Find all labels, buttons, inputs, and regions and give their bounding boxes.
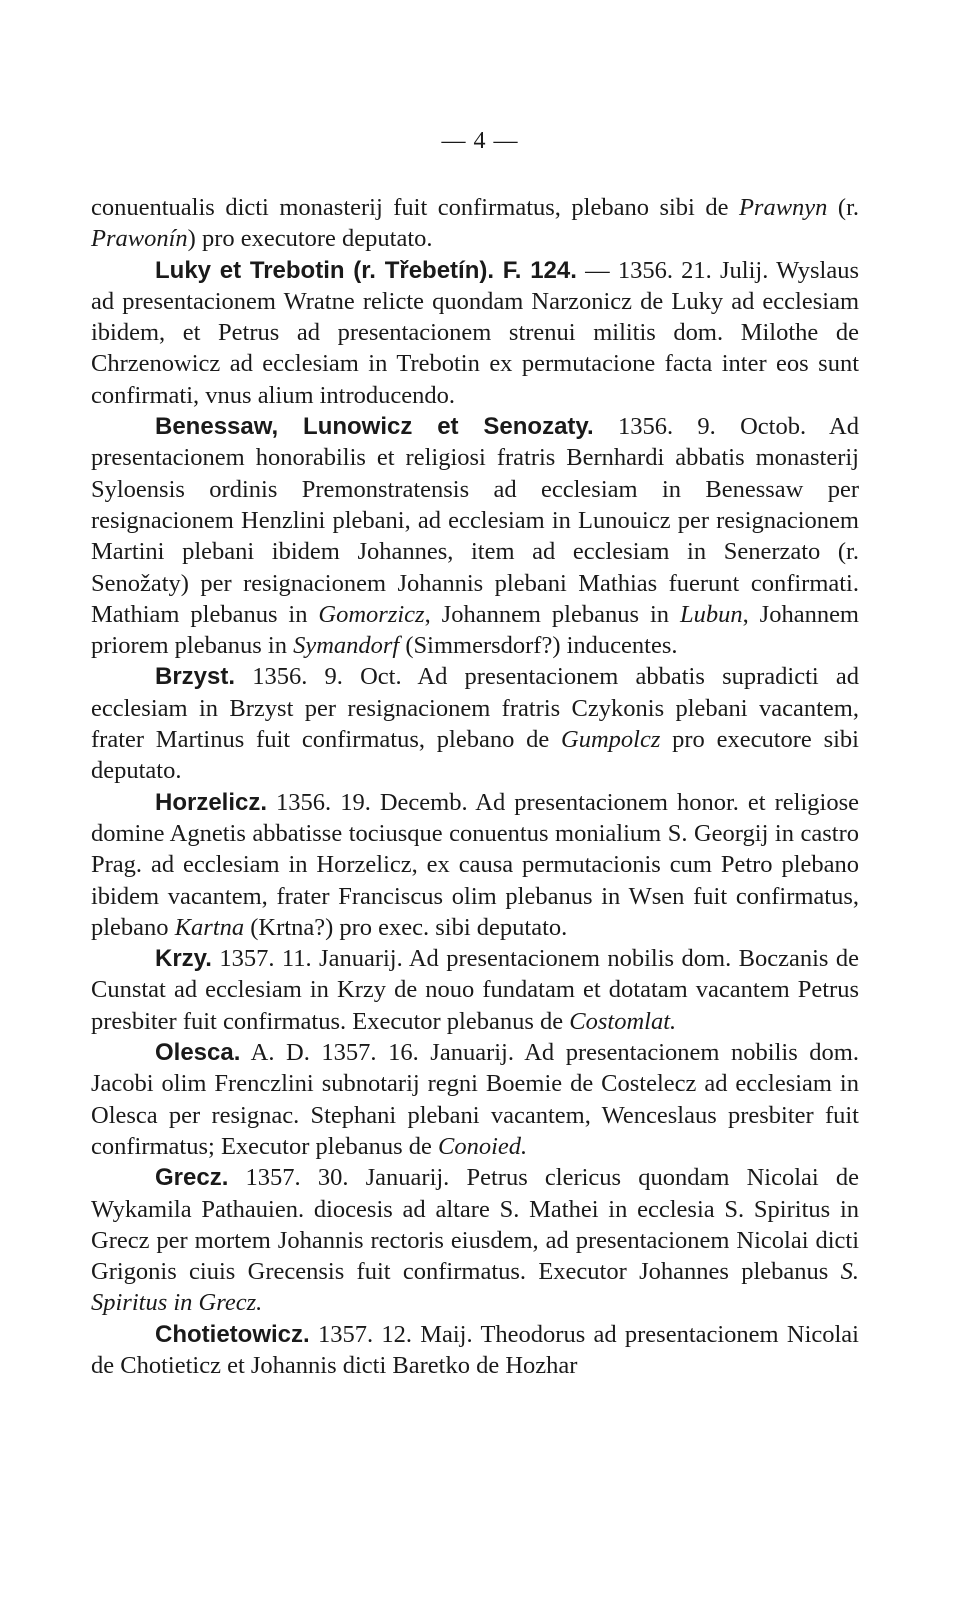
entry-text: 1356. 9. Octob. Ad presentacionem honorabilis et religiosi fratris Bernhardi abbatis monasterij Syloensis ordinis Premonstratensis ad ecclesiam in Benessaw per resignacionem Henzlini plebani, ad ecclesiam in Lunouicz per resignacionem Martini plebani ibidem Johannes, item ad ecclesiam in Senerzato (r. Senožaty) per resignacionem Johannis plebani Mathias fuerunt confirmati. Mathiam plebanus in xyxy=(91,413,859,628)
entry-heading: Chotietowicz. xyxy=(155,1320,310,1348)
entry-benessaw xyxy=(91,411,859,661)
entry-italic: S. Spiritus in Grecz. xyxy=(91,1258,859,1317)
entry-text: 1356. 19. Decemb. Ad presentacionem honor. et religiose domine Agnetis abbatisse tociusque conuentus monialium S. Georgij in castro Prag. ad ecclesiam in Horzelicz, ex causa permutacionis cum Petro plebano ibidem vacantem, frater Franciscus olim plebanus in Wsen fuit confirmatus, plebano xyxy=(91,788,859,941)
entry-italic: Gumpolcz xyxy=(561,726,661,754)
entry-italic: Costomlat. xyxy=(569,1007,677,1035)
entry-text: A. D. 1357. 16. Januarij. Ad presentacionem nobilis dom. Jacobi olim Frenczlini subnotarij regni Boemie de Costelecz ad ecclesiam in Olesca per resignac. Stephani plebani vacantem, Wenceslaus presbiter fuit confirmatus; Executor plebanus de xyxy=(91,1039,859,1160)
entry-text: pro executore sibi deputato. xyxy=(91,726,859,785)
entry-text: — 1356. 21. Julij. Wyslaus ad presentacionem Wratne relicte quondam Narzonicz de Luky ad ecclesiam ibidem, et Petrus ad presentacionem strenui militis dom. Milothe de Chrzenowicz ad ecclesiam in Trebotin ex permutacione facta inter eos sunt confirmati, vnus alium introducendo. xyxy=(91,256,859,409)
entry-heading: Krzy. xyxy=(155,945,212,973)
entry-italic: Lubun xyxy=(679,600,743,628)
entry-text: , Johannem plebanus in xyxy=(424,600,680,628)
intro-text-1: conuentualis dicti monasterij fuit confirmatus, plebano sibi de xyxy=(91,194,739,221)
entry-heading: Luky et Trebotin (r. Třebetín). F. 124. xyxy=(155,256,577,284)
intro-text-2: (r. xyxy=(827,194,860,221)
intro-italic-1: Prawnyn xyxy=(738,194,828,221)
entry-italic: Symandorf xyxy=(293,632,400,660)
entry-heading: Benessaw, Lunowicz et Senozaty. xyxy=(155,413,594,441)
entry-heading: Horzelicz. xyxy=(155,788,268,816)
entry-text: , Johannem priorem plebanus in xyxy=(91,600,859,660)
entry-text: 1356. 9. Oct. Ad presentacionem abbatis supradicti ad ecclesiam in Brzyst per resignacionem fratris Czykonis plebani vacantem, frater Martinus fuit confirmatus, plebano de xyxy=(91,663,859,754)
entry-text: 1357. 12. Maij. Theodorus ad presentacionem Nicolai de Chotieticz et Johannis dicti Baretko de Hozhar xyxy=(91,1320,859,1379)
entry-italic: Kartna xyxy=(174,913,245,941)
entry-chotietowicz xyxy=(91,1319,859,1382)
entry-olesca xyxy=(91,1037,859,1162)
entry-text: (Simmersdorf?) inducentes. xyxy=(399,632,678,660)
intro-italic-2: Prawonín xyxy=(91,225,188,253)
page-body xyxy=(91,192,859,1381)
intro-text-3: ) pro executore deputato. xyxy=(187,225,433,253)
page-number: — 4 — xyxy=(441,128,519,154)
entry-krzy xyxy=(91,943,859,1037)
entry-luky xyxy=(91,255,859,411)
entry-grecz xyxy=(91,1162,859,1318)
entry-brzyst xyxy=(91,661,859,786)
entry-text: 1357. 30. Januarij. Petrus clericus quondam Nicolai de Wykamila Pathauien. diocesis ad altare S. Mathei in ecclesia S. Spiritus in Grecz per mortem Johannis rectoris eiusdem, ad presentacionem Nicolai dicti Grigonis ciuis Grecensis fuit confirmatus. Executor Johannes plebanus xyxy=(91,1164,859,1286)
intro-paragraph xyxy=(91,192,859,255)
entry-text: 1357. 11. Januarij. Ad presentacionem nobilis dom. Boczanis de Cunstat ad ecclesiam in Krzy de nouo fundatam et dotatam vacantem Petrus presbiter fuit confirmatus. Executor plebanus de xyxy=(91,945,859,1035)
entry-heading: Olesca. xyxy=(155,1039,241,1067)
entry-text: (Krtna?) pro exec. sibi deputato. xyxy=(244,913,568,941)
entry-horzelicz xyxy=(91,787,859,943)
entry-heading: Grecz. xyxy=(155,1164,229,1192)
entry-heading: Brzyst. xyxy=(155,663,236,691)
entry-italic: Conoied. xyxy=(437,1132,528,1160)
entry-italic: Gomorzicz xyxy=(318,600,425,628)
